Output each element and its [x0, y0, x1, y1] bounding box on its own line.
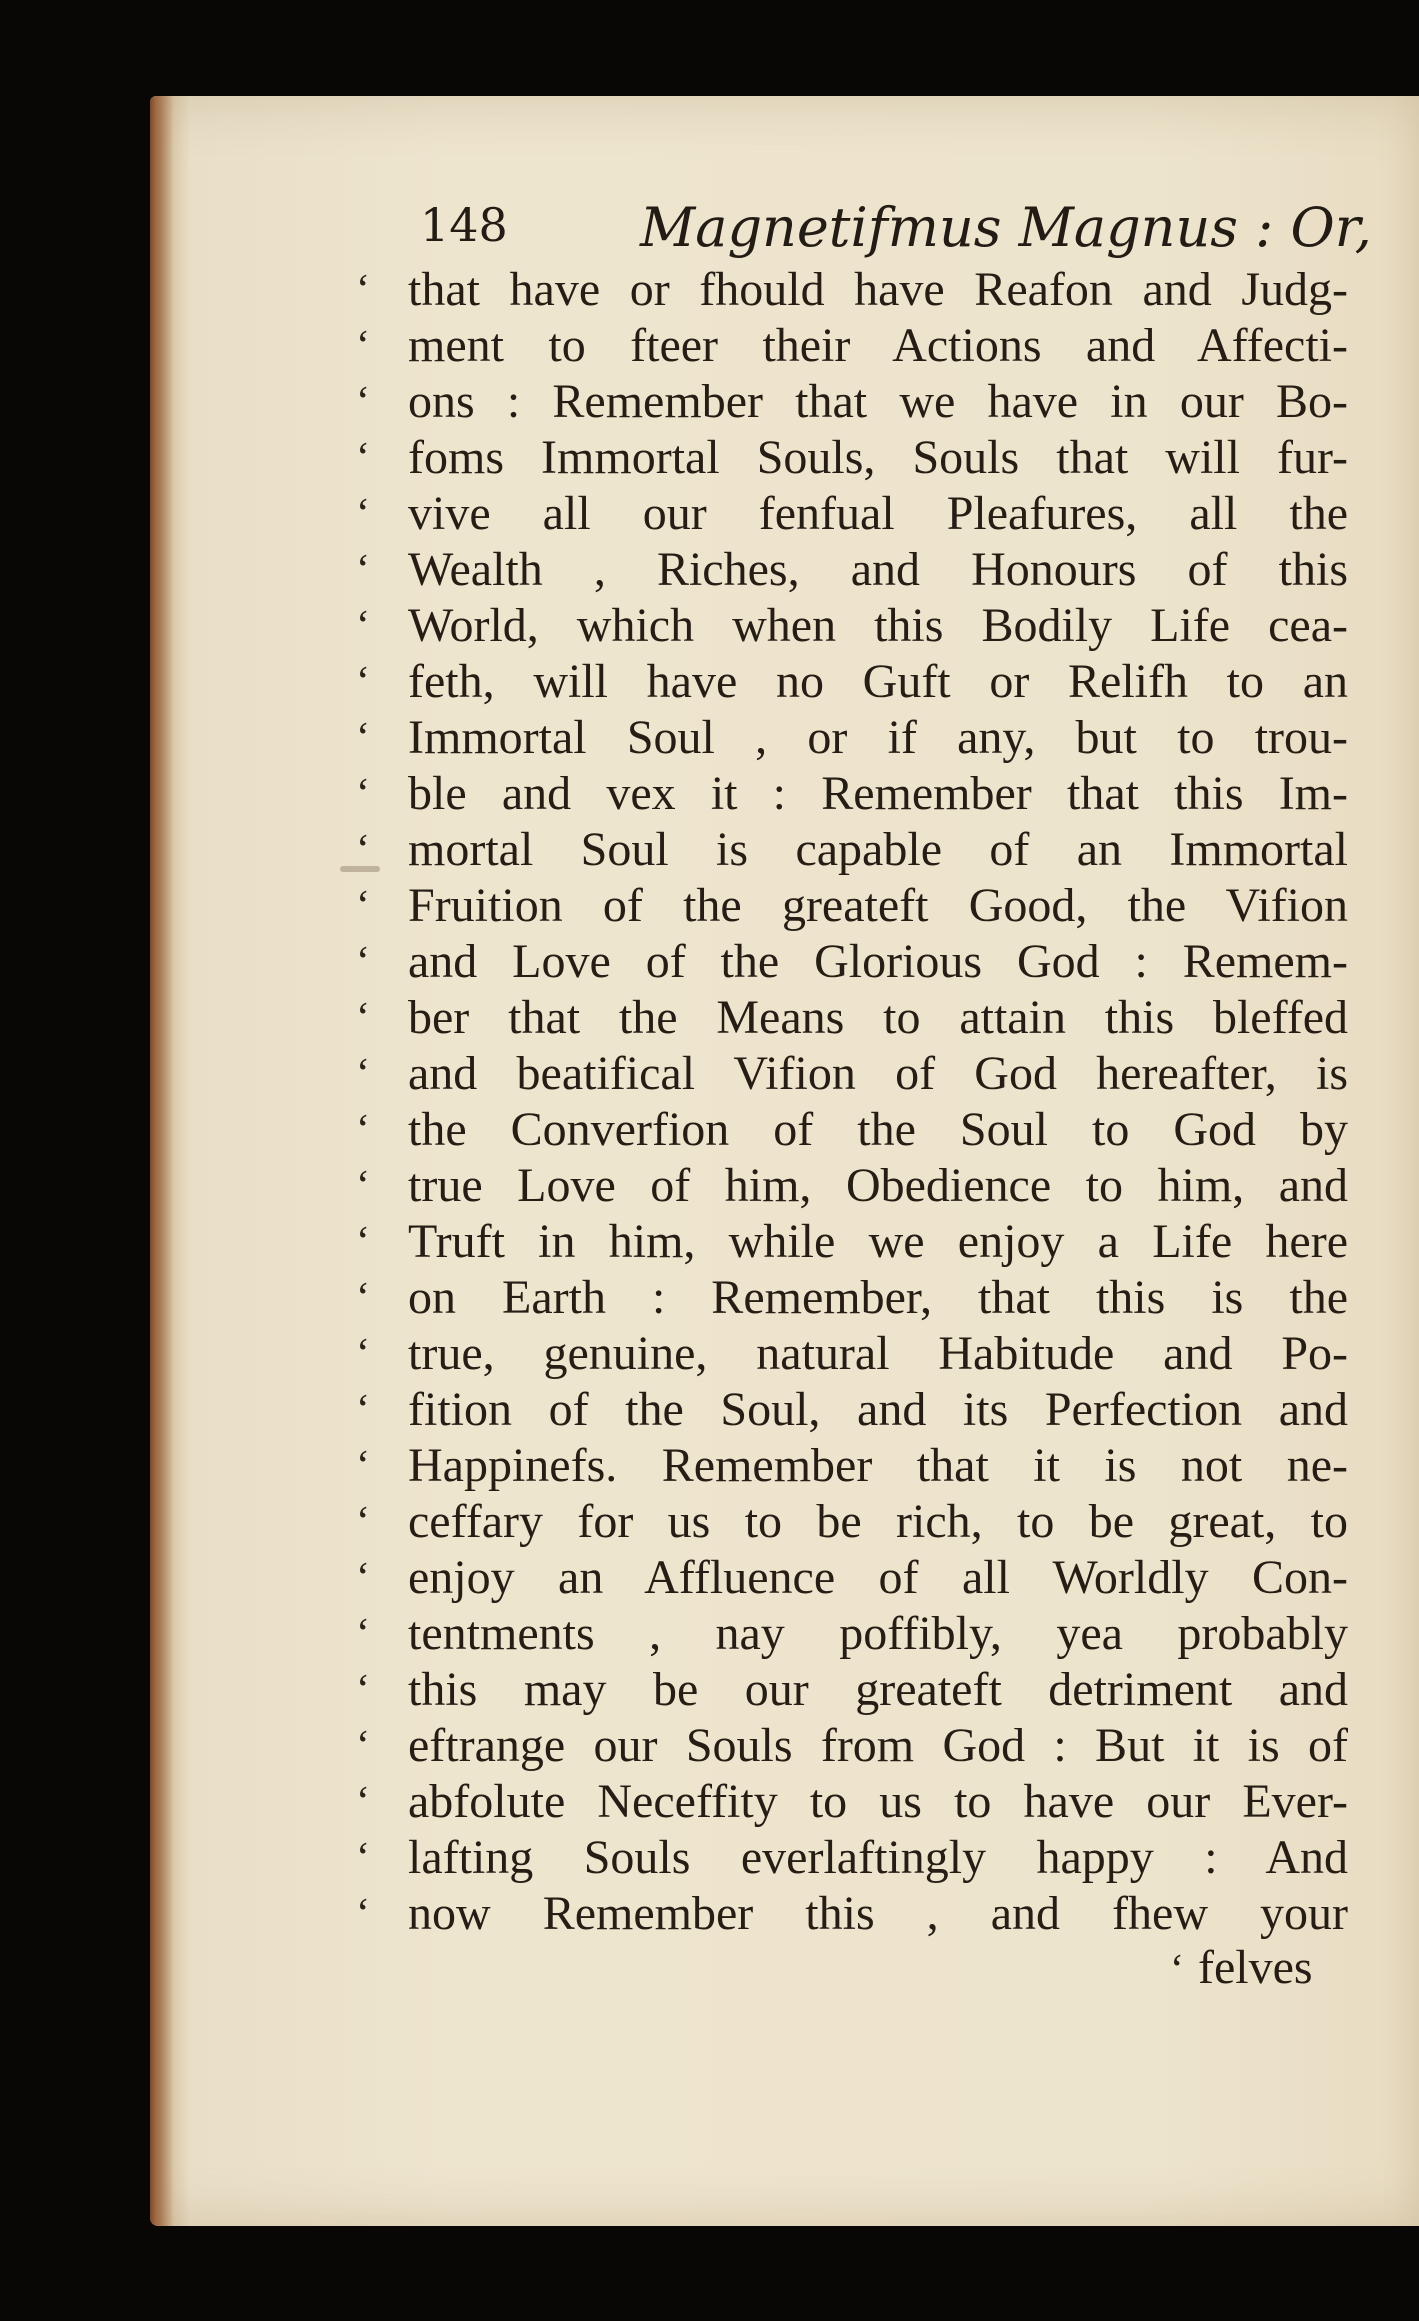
quote-mark: ‘ — [356, 1667, 370, 1713]
quote-mark: ‘ — [356, 603, 370, 649]
line-text: Immortal Soul , or if any, but to trou- — [408, 711, 1348, 764]
running-title: Magnetifmus Magnus : Or, — [640, 196, 1372, 259]
text-line — [356, 710, 1348, 766]
line-text: foms Immortal Souls, Souls that will fur- — [408, 431, 1348, 484]
quote-mark: ‘ — [356, 659, 370, 705]
quote-mark: ‘ — [356, 1611, 370, 1657]
line-text: ceffary for us to be rich, to be great, to — [408, 1495, 1348, 1548]
page-header — [260, 186, 1372, 266]
quote-mark: ‘ — [356, 1555, 370, 1601]
quote-mark: ‘ — [356, 323, 370, 369]
text-line — [356, 262, 1348, 318]
quote-mark: ‘ — [356, 1891, 370, 1937]
quote-mark: ‘ — [356, 435, 370, 481]
line-text: abfolute Neceffity to us to have our Ever- — [408, 1775, 1348, 1828]
text-line — [356, 1102, 1348, 1158]
quote-mark: ‘ — [356, 1163, 370, 1209]
line-text: ons : Remember that we have in our Bo- — [408, 375, 1348, 428]
line-text: eftrange our Souls from God : But it is of — [408, 1719, 1348, 1772]
line-text: now Remember this , and fhew your — [408, 1887, 1348, 1940]
text-line — [356, 1886, 1348, 1942]
line-text: lafting Souls everlaftingly happy : And — [408, 1831, 1348, 1884]
quote-mark: ‘ — [356, 491, 370, 537]
quote-mark: ‘ — [356, 1051, 370, 1097]
catchword-text: felves — [1198, 1941, 1313, 1994]
quote-mark: ‘ — [356, 1723, 370, 1769]
line-text: true, genuine, natural Habitude and Po- — [408, 1327, 1348, 1380]
text-line — [356, 1158, 1348, 1214]
line-text: mortal Soul is capable of an Immortal — [408, 823, 1348, 876]
quote-mark: ‘ — [356, 1835, 370, 1881]
text-line — [356, 934, 1348, 990]
quote-mark: ‘ — [356, 267, 370, 313]
quote-mark: ‘ — [356, 1275, 370, 1321]
line-text: tentments , nay poffibly, yea probably — [408, 1607, 1348, 1660]
line-text: on Earth : Remember, that this is the — [408, 1271, 1348, 1324]
text-line — [356, 1774, 1348, 1830]
text-line — [356, 542, 1348, 598]
quote-mark: ‘ — [356, 1443, 370, 1489]
text-line — [356, 990, 1348, 1046]
catchword-quote-mark: ‘ — [1170, 1947, 1184, 1993]
quote-mark: ‘ — [356, 1219, 370, 1265]
quote-mark: ‘ — [356, 1331, 370, 1377]
quote-mark: ‘ — [356, 939, 370, 985]
line-text: Happinefs. Remember that it is not ne- — [408, 1439, 1348, 1492]
line-text: ment to fteer their Actions and Affecti- — [408, 319, 1348, 372]
text-line — [356, 374, 1348, 430]
line-text: ble and vex it : Remember that this Im- — [408, 767, 1348, 820]
line-text: enjoy an Affluence of all Worldly Con- — [408, 1551, 1348, 1604]
quote-mark: ‘ — [356, 827, 370, 873]
text-line — [356, 1830, 1348, 1886]
quote-mark: ‘ — [356, 1499, 370, 1545]
line-text: Truft in him, while we enjoy a Life here — [408, 1215, 1348, 1268]
quote-mark: ‘ — [356, 995, 370, 1041]
text-line — [356, 654, 1348, 710]
line-text: the Converfion of the Soul to God by — [408, 1103, 1348, 1156]
text-line — [356, 1606, 1348, 1662]
line-text: Wealth , Riches, and Honours of this — [408, 543, 1348, 596]
text-line — [356, 1550, 1348, 1606]
text-line — [356, 1494, 1348, 1550]
text-line — [356, 1662, 1348, 1718]
text-line — [356, 1214, 1348, 1270]
text-line — [356, 1270, 1348, 1326]
line-text: and beatifical Vifion of God hereafter, is — [408, 1047, 1348, 1100]
quote-mark: ‘ — [356, 715, 370, 761]
text-line — [356, 486, 1348, 542]
body-text — [356, 262, 1348, 1942]
line-text: this may be our greateft detriment and — [408, 1663, 1348, 1716]
line-text: fition of the Soul, and its Perfection and — [408, 1383, 1348, 1436]
line-text: true Love of him, Obedience to him, and — [408, 1159, 1348, 1212]
line-text: vive all our fenfual Pleafures, all the — [408, 487, 1348, 540]
text-line — [356, 1326, 1348, 1382]
page-number: 148 — [420, 198, 508, 252]
line-text: World, which when this Bodily Life cea- — [408, 599, 1348, 652]
line-text: and Love of the Glorious God : Remem- — [408, 935, 1348, 988]
text-line — [356, 318, 1348, 374]
quote-mark: ‘ — [356, 771, 370, 817]
text-line — [356, 1046, 1348, 1102]
text-line — [356, 598, 1348, 654]
text-line — [356, 878, 1348, 934]
text-line — [356, 430, 1348, 486]
text-line — [356, 1718, 1348, 1774]
text-line — [356, 1382, 1348, 1438]
text-line — [356, 822, 1348, 878]
quote-mark: ‘ — [356, 883, 370, 929]
line-text: that have or fhould have Reafon and Judg- — [408, 263, 1348, 316]
quote-mark: ‘ — [356, 547, 370, 593]
catchword — [1170, 1940, 1313, 1995]
quote-mark: ‘ — [356, 379, 370, 425]
line-text: ber that the Means to attain this bleffed — [408, 991, 1348, 1044]
text-line — [356, 1438, 1348, 1494]
line-text: Fruition of the greateft Good, the Vifion — [408, 879, 1348, 932]
quote-mark: ‘ — [356, 1107, 370, 1153]
quote-mark: ‘ — [356, 1387, 370, 1433]
line-text: feth, will have no Guft or Relifh to an — [408, 655, 1348, 708]
text-line — [356, 766, 1348, 822]
page-edge-shadow — [150, 96, 174, 2226]
quote-mark: ‘ — [356, 1779, 370, 1825]
